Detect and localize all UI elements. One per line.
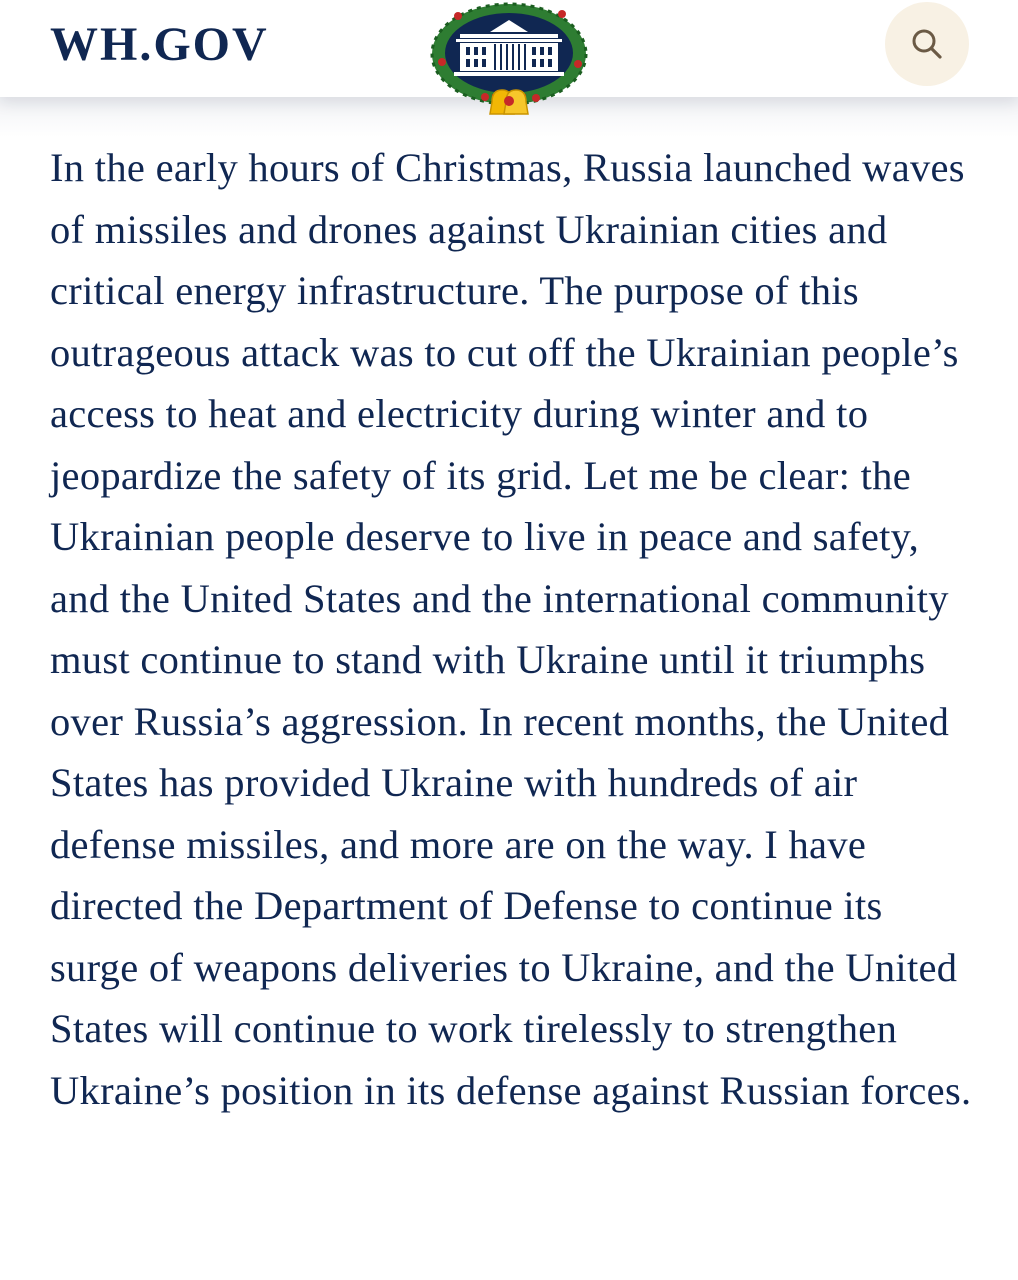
search-icon <box>909 26 945 62</box>
white-house-wreath-icon <box>430 2 590 122</box>
white-house-logo[interactable] <box>430 2 590 122</box>
statement-paragraph: In the early hours of Christmas, Russia launched waves of missiles and drones against Ukrainian cities and critical energy infrastructure. The purpose of this outrageous attack was to cut off the Ukrainian people’s access to heat and electricity during winter and to jeopardize the safety of its grid. Let me be clear: the Ukrainian people deserve to live in peace and safety, and the United States and the international community must continue to stand with Ukraine until it triumphs over Russia’s aggression. In recent months, the United States has provided Ukraine with hundreds of air defense missiles, and more are on the way. I have directed the Department of Defense to continue its surge of weapons deliveries to Ukraine, and the United States will continue to work tirelessly to strengthen Ukraine’s position in its defense against Russian forces. <box>50 145 972 1113</box>
site-name-link[interactable]: WH.GOV <box>50 18 269 71</box>
search-button[interactable] <box>885 2 969 86</box>
